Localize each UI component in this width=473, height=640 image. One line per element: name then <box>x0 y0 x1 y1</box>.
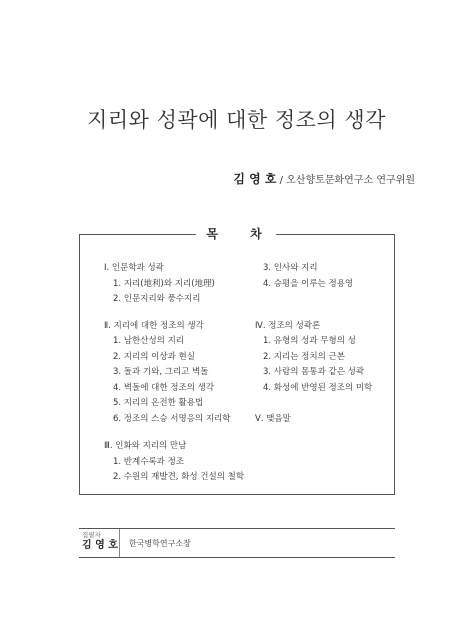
toc-section-5: Ⅴ. 맺음말 <box>255 413 291 424</box>
toc-item: 5. 지리의 온전한 활용법 <box>113 398 204 408</box>
author-affiliation: / 오산향토문화연구소 연구위원 <box>276 175 415 186</box>
footer-role: 집필자 <box>82 531 101 539</box>
toc-item: 3. 인사와 지리 <box>263 263 318 273</box>
toc-left-column <box>104 261 244 486</box>
toc-item: 2. 인문지리와 풍수지리 <box>113 294 201 304</box>
toc-item: 4. 화성에 반영된 정조의 미학 <box>263 382 373 393</box>
toc-item: 2. 지리의 이상과 현실 <box>113 351 195 362</box>
toc-item: 6. 정조의 스승 서명응의 지리학 <box>113 413 231 424</box>
toc-right-column <box>255 261 373 427</box>
toc-section-1: Ⅰ. 인문학과 성곽 <box>104 263 164 273</box>
footer-author-block <box>79 529 120 557</box>
page-title: 지리와 성곽에 대한 정조의 생각 <box>87 108 386 132</box>
toc-item: 2. 수원의 재발견, 화성 건설의 철학 <box>113 472 245 482</box>
toc-item: 1. 지리(地利)와 지리(地理) <box>113 278 215 289</box>
toc-item: 4. 승평을 이루는 정용영 <box>263 278 354 289</box>
toc-item: 3. 사람의 몸통과 같은 성곽 <box>263 367 365 377</box>
footer-affiliation: 한국병학연구소장 <box>129 539 191 548</box>
toc-item: 1. 유형의 성과 무형의 성 <box>263 336 356 346</box>
toc-item: 1. 반계수록과 정조 <box>113 456 184 467</box>
toc-heading: 목 차 <box>196 226 276 242</box>
author-line <box>233 170 415 187</box>
toc-section-3: Ⅲ. 인화와 지리의 만남 <box>104 441 187 451</box>
author-footer <box>79 528 395 558</box>
footer-name: 김 영 호 <box>82 540 118 551</box>
toc-item: 3. 돌과 기와, 그리고 벽돌 <box>113 367 209 377</box>
toc-section-2: Ⅱ. 지리에 대한 정조의 생각 <box>104 320 204 331</box>
author-name: 김 영 호 <box>233 172 277 186</box>
toc-section-4: Ⅳ. 정조의 성곽론 <box>255 320 321 331</box>
toc-item: 1. 남한산성의 지리 <box>113 336 184 346</box>
toc-item: 4. 벽돌에 대한 정조의 생각 <box>113 382 215 393</box>
toc-item: 2. 지리는 정치의 근본 <box>263 351 345 362</box>
